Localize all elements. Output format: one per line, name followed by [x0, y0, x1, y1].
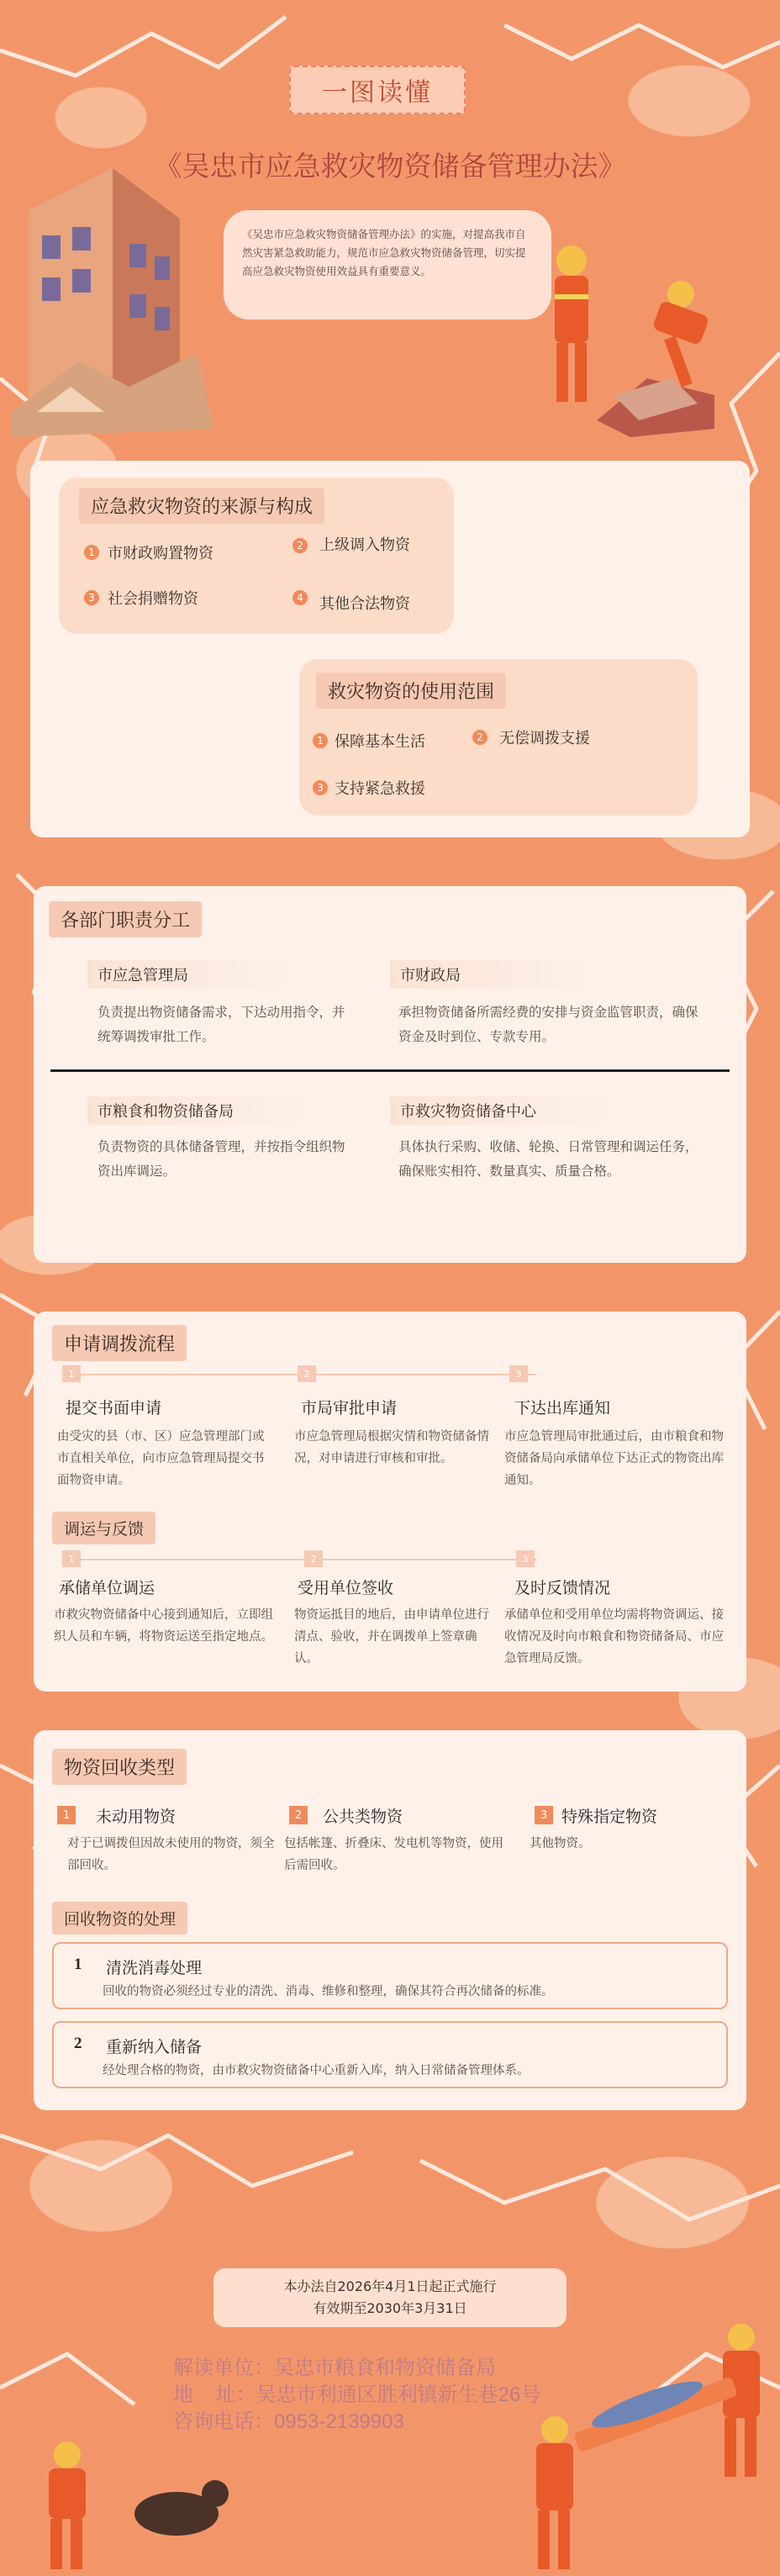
dept-name-2: 市财政局 [390, 960, 592, 989]
step2-num-2: 2 [304, 1550, 323, 1567]
step2-desc-1: 市救灾物资储备中心接到通知后，立即组织人员和车辆，将物资运送至指定地点。 [54, 1608, 273, 1644]
type-name-2: 公共类物资 [323, 1808, 403, 1826]
step-num-2: 2 [298, 1365, 316, 1382]
dept-desc-3: 负责物资的具体储备管理，并按指令组织物资出库调运。 [98, 1140, 345, 1179]
type-name-1: 未动用物资 [96, 1808, 177, 1826]
rescue-dog-illustration [17, 2421, 235, 2576]
source-item-4: 其他合法物资 [319, 595, 410, 612]
scope-item-3: 支持紧急救援 [335, 780, 425, 797]
rescuers-illustration [504, 227, 773, 454]
handling-desc-2: 经处理合格的物资，由市救灾物资储备中心重新入库，纳入日常储备管理体系。 [103, 2064, 530, 2077]
step2-name-2: 受用单位签收 [298, 1580, 394, 1597]
step-desc-3: 市应急管理局审批通过后，由市粮食和物资储备局向承储单位下达正式的物资出库通知。 [504, 1430, 724, 1487]
handling-desc-1: 回收的物资必须经过专业的清洗、消毒、维修和整理，确保其符合再次储备的标准。 [103, 1985, 554, 1998]
step2-name-3: 及时反馈情况 [514, 1580, 611, 1597]
handling-num-2: 2 [74, 2035, 82, 2052]
source-num-1: 1 [82, 543, 101, 562]
step2-name-1: 承储单位调运 [59, 1580, 155, 1597]
step2-num-1: 1 [62, 1550, 81, 1567]
stretcher-rescue-illustration [521, 2304, 773, 2573]
scope-num-3: 3 [311, 779, 329, 797]
effective-date: 本办法自2026年4月1日起正式施行 [283, 2278, 497, 2294]
scope-num-2: 2 [471, 728, 489, 747]
recycle-title: 物资回收类型 [52, 1749, 187, 1785]
type-num-1: 1 [57, 1806, 76, 1824]
scope-num-1: 1 [311, 731, 329, 750]
step2-num-3: 3 [516, 1550, 535, 1567]
step-desc-2: 市应急管理局根据灾情和物资储备情况，对申请进行审核和审批。 [294, 1430, 489, 1465]
dept-name-1: 市应急管理局 [87, 960, 289, 989]
type-desc-1: 对于已调拨但因故未使用的物资，须全部回收。 [67, 1837, 275, 1872]
source-num-2: 2 [291, 536, 309, 555]
step2-desc-2: 物资运抵目的地后，由申请单位进行清点、验收，并在调拨单上签章确认。 [294, 1608, 489, 1665]
address: 地 址：吴忠市利通区胜利镇新生巷26号 [173, 2383, 541, 2406]
source-item-2: 上级调入物资 [319, 536, 410, 553]
page-title: 《吴忠市应急救灾物资储备管理办法》 [154, 152, 626, 182]
handling-subtitle: 回收物资的处理 [52, 1902, 187, 1935]
step-name-2: 市局审批申请 [301, 1400, 398, 1417]
departments-title: 各部门职责分工 [49, 901, 202, 937]
collapsed-building-illustration [12, 160, 213, 437]
expiry-date: 有效期至2030年3月31日 [313, 2300, 467, 2316]
interpreting-unit: 解读单位：吴忠市粮食和物资储备局 [173, 2357, 496, 2379]
dept-desc-4: 具体执行采购、收储、轮换、日常管理和调运任务，确保账实相符、数量真实、质量合格。 [398, 1140, 698, 1179]
scope-item-1: 保障基本生活 [335, 733, 425, 750]
dept-name-3: 市粮食和物资储备局 [87, 1096, 306, 1125]
source-item-1: 市财政购置物资 [108, 545, 213, 562]
source-num-4: 4 [291, 589, 309, 607]
step-name-3: 下达出库通知 [514, 1400, 611, 1417]
handling-num-1: 1 [74, 1956, 82, 1973]
departments-card [34, 886, 746, 1263]
source-num-3: 3 [82, 589, 101, 607]
type-name-3: 特殊指定物资 [561, 1808, 658, 1826]
process-title: 申请调拨流程 [52, 1325, 187, 1361]
effective-date-note [213, 2268, 567, 2327]
transport-subtitle: 调运与反馈 [52, 1512, 155, 1544]
header-tag: 一图读懂 [289, 66, 466, 114]
type-desc-3: 其他物资。 [530, 1837, 591, 1850]
type-desc-2: 包括帐篷、折叠床、发电机等物资，使用后需回收。 [284, 1837, 503, 1872]
step-num-3: 3 [509, 1365, 528, 1382]
scope-title: 救灾物资的使用范围 [316, 673, 506, 709]
divider [50, 1069, 730, 1072]
dept-desc-2: 承担物资储备所需经费的安排与资金监管职责，确保资金及时到位、专款专用。 [398, 1006, 698, 1044]
type-num-3: 3 [535, 1806, 553, 1824]
dept-desc-1: 负责提出物资储备需求，下达动用指令，并统筹调拨审批工作。 [98, 1006, 345, 1044]
scope-item-2: 无偿调拨支援 [499, 730, 590, 747]
step-name-1: 提交书面申请 [66, 1400, 162, 1417]
phone: 咨询电话：0953-2139903 [173, 2410, 404, 2433]
intro-text: 《吴忠市应急救灾物资储备管理办法》的实施，对提高我市自然灾害紧急救助能力，规范市应急救灾物资储备管理，切实提高应急救灾物资使用效益具有重要意义。 [224, 210, 551, 319]
type-num-2: 2 [289, 1806, 308, 1824]
source-title: 应急救灾物资的来源与构成 [79, 488, 324, 524]
handling-name-1: 清洗消毒处理 [106, 1960, 203, 1977]
dept-name-4: 市救灾物资储备中心 [390, 1096, 609, 1125]
source-item-3: 社会捐赠物资 [108, 590, 198, 607]
handling-name-2: 重新纳入储备 [106, 2039, 203, 2056]
process-line-2 [62, 1559, 536, 1560]
step-desc-1: 由受灾的县（市、区）应急管理部门或市直相关单位，向市应急管理局提交书面物资申请。 [57, 1430, 265, 1487]
step2-desc-3: 承储单位和受用单位均需将物资调运、接收情况及时向市粮食和物资储备局、市应急管理局反馈。 [504, 1608, 724, 1665]
step-num-1: 1 [62, 1365, 81, 1382]
